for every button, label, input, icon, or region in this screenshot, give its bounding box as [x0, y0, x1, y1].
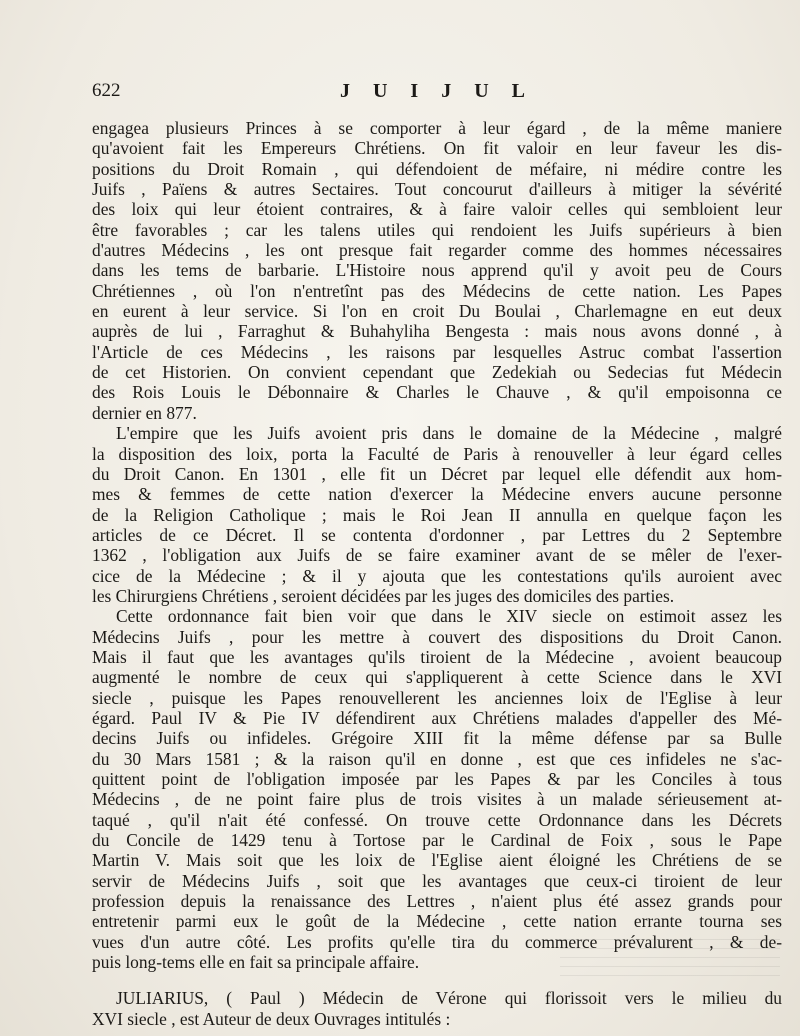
- text-line: des loix qui leur étoient contraires, & à faire valoir celles qui sembloient leur: [92, 199, 782, 220]
- text-line: vues d'un autre côté. Les profits qu'elle tira du commerce prévalurent , & de-: [92, 931, 782, 952]
- bleed-through-texture: [560, 936, 780, 976]
- text-line: des Rois Louis le Débonnaire & Charles le Chauve , & qu'il empoisonna ce: [92, 382, 782, 403]
- text-line: égard. Paul IV & Pie IV défendirent aux Chrétiens malades d'appeller des Mé-: [92, 707, 782, 728]
- text-line: du 30 Mars 1581 ; & la raison qu'il en donne , est que ces infideles ne s'ac-: [92, 748, 782, 769]
- text-line: cice de la Médecine ; & il y ajouta que les contestations qu'ils auroient avec: [92, 565, 782, 586]
- text-line: articles de ce Décret. Il se contenta d'ordonner , par Lettres du 2 Septembre: [92, 524, 782, 545]
- text-line: puis long-tems elle en fait sa principale affaire.: [92, 952, 420, 973]
- text-line: L'empire que les Juifs avoient pris dans le domaine de la Médecine , malgré: [116, 423, 782, 444]
- text-line: Mais il faut que les avantages qu'ils tiroient de la Médecine , avoient beaucoup: [92, 646, 782, 667]
- text-line: augmenté le nombre de ceux qui s'appliquerent à cette Science dans le XVI: [92, 667, 782, 688]
- text-line: positions du Droit Romain , qui défendoient de méfaire, ni médire contre les: [92, 158, 782, 179]
- body-text: [92, 118, 782, 1029]
- text-line: entretenir parmi eux le goût de la Médecine , cette nation errante tourna ses: [92, 911, 782, 932]
- text-line: decins Juifs ou infideles. Grégoire XIII fit la même défense par sa Bulle: [92, 728, 782, 749]
- text-line: profession depuis la renaissance des Lettres , n'aient plus été assez grands pour: [92, 891, 782, 912]
- text-line: JULIARIUS, ( Paul ) Médecin de Vérone qui florissoit vers le milieu du: [116, 988, 782, 1009]
- text-line: en eurent à leur service. Si l'on en croit Du Boulai , Charlemagne en eut deux: [92, 301, 782, 322]
- running-head: J U I J U L: [339, 80, 534, 102]
- text-line: Chrétiennes , où l'on n'entretînt pas des Médecins de cette nation. Les Papes: [92, 280, 782, 301]
- text-line: de la Religion Catholique ; mais le Roi Jean II annulla en quelque façon les: [92, 504, 782, 525]
- text-line: Médecins Juifs , pour les mettre à couvert des dispositions du Droit Canon.: [92, 626, 782, 647]
- page-header: [92, 80, 782, 110]
- text-line: 1362 , l'obligation aux Juifs de se faire examiner avant de se mêler de l'exer-: [92, 545, 782, 566]
- text-line: du Droit Canon. En 1301 , elle fit un Décret par lequel elle défendit aux hom-: [92, 463, 782, 484]
- text-line: être favorables ; car les talens utiles qui rendoient les Juifs supérieurs à bien: [92, 219, 782, 240]
- text-line: XVI siecle , est Auteur de deux Ouvrages intitulés :: [92, 1008, 451, 1029]
- text-line: taqué , qu'il n'ait été confessé. On trouve cette Ordonnance dans les Décrets: [92, 809, 782, 830]
- text-line: la disposition des loix, porta la Faculté de Paris à renouveller à leur égard celles: [92, 443, 782, 464]
- text-line: Cette ordonnance fait bien voir que dans le XIV siecle on estimoit assez les: [116, 606, 782, 627]
- text-line: engagea plusieurs Princes à se comporter à leur égard , de la même maniere: [92, 118, 782, 138]
- page-number: 622: [92, 80, 121, 101]
- text-line: dernier en 877.: [92, 402, 197, 423]
- text-line: quittent point de l'obligation imposée par les Papes & par les Conciles à tous: [92, 769, 782, 789]
- text-line: siecle , puisque les Papes renouvellerent les anciennes loix de l'Eglise à leur: [92, 687, 782, 708]
- text-line: mes & femmes de cette nation d'exercer la Médecine envers aucune personne: [92, 484, 782, 505]
- text-line: l'Article de ces Médecins , les raisons par lesquelles Astruc combat l'assertion: [92, 341, 782, 362]
- text-line: auprès de lui , Farraghut & Buhahyliha Bengesta : mais nous avons donné , à: [92, 321, 782, 342]
- text-line: les Chirurgiens Chrétiens , seroient décidées par les juges des domiciles des parties.: [92, 585, 675, 606]
- text-line: de cet Historien. On convient cependant que Zedekiah ou Sedecias fut Médecin: [92, 362, 782, 383]
- text-line: dans les tems de barbarie. L'Histoire nous apprend qu'il y avoit peu de Cours: [92, 260, 782, 281]
- text-line: Médecins , de ne point faire plus de trois visites à un malade sérieusement at-: [92, 789, 782, 810]
- text-line: d'autres Médecins , les ont presque fait regarder comme des hommes nécessaires: [92, 240, 782, 261]
- text-line: servir de Médecins Juifs , soit que les avantages que ceux-ci tiroient de leur: [92, 870, 782, 891]
- text-line: du Concile de 1429 tenu à Tortose par le Cardinal de Foix , sous le Pape: [92, 830, 782, 851]
- text-line: Martin V. Mais soit que les loix de l'Eglise aient éloigné les Chrétiens de se: [92, 850, 782, 871]
- text-line: qu'avoient fait les Empereurs Chrétiens. On fit valoir en leur faveur les dis-: [92, 138, 782, 159]
- text-line: Juifs , Païens & autres Sectaires. Tout concourut d'ailleurs à mitiger la sévérité: [92, 179, 782, 200]
